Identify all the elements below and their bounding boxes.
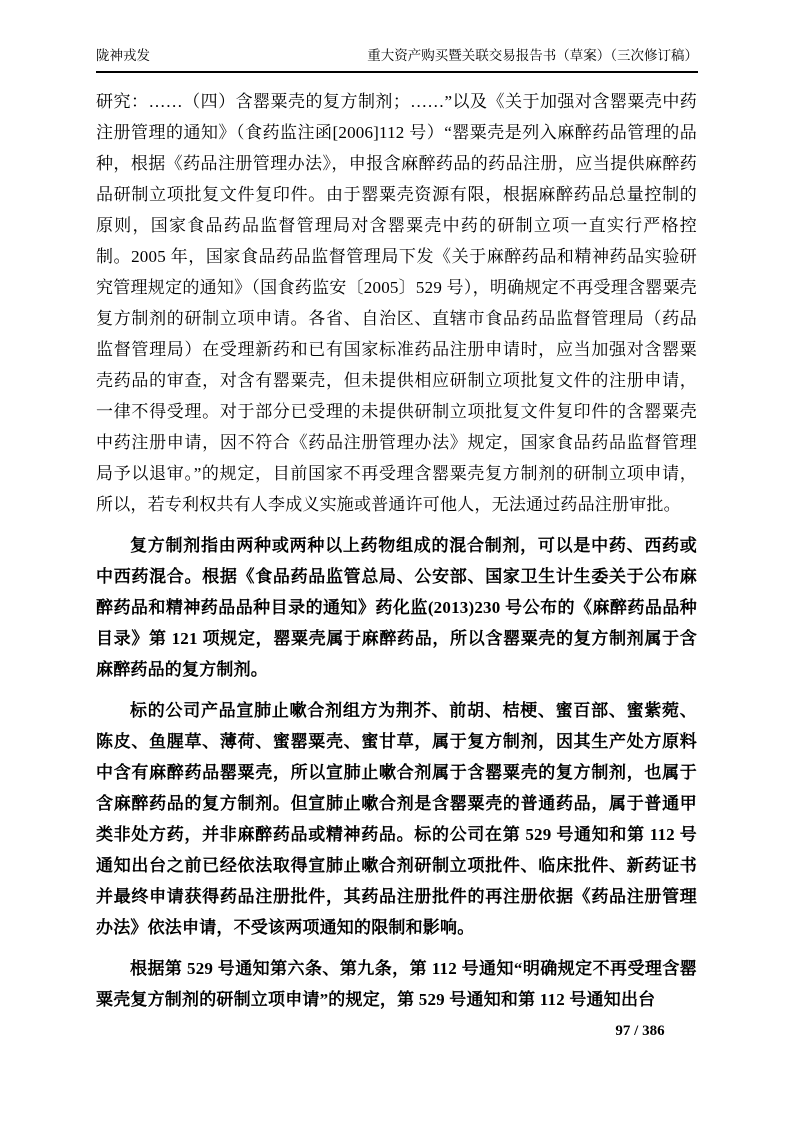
page-footer bbox=[598, 1020, 682, 1042]
page-header bbox=[96, 46, 698, 73]
paragraph-compound-preparation-definition: 复方制剂指由两种或两种以上药物组成的混合制剂，可以是中药、西药或中西药混合。根据《食品药品监管总局、公安部、国家卫生计生委关于公布麻醉药品和精神药品品种目录的通知》药化监(2013)230 号公布的《麻醉药品品种目录》第 121 项规定，罂粟壳属于麻醉药品，所以含罂粟壳的复方制剂属于含麻醉药品的复方制剂。 bbox=[96, 536, 697, 679]
paragraph-regulatory-continuation: 研究：……（四）含罂粟壳的复方制剂；……”以及《关于加强对含罂粟壳中药注册管理的通知》（食药监注函[2006]112 号）“罂粟壳是列入麻醉药品管理的品种，根据《药品注册管理办法》，申报含麻醉药品的药品注册，应当提供麻醉药品研制立项批复文件复印件。由于罂粟壳资源有限，根据麻醉药品总量控制的原则，国家食品药品监督管理局对含罂粟壳中药的研制立项一直实行严格控制。2005 年，国家食品药品监督管理局下发《关于麻醉药品和精神药品实验研究管理规定的通知》（国食药监安〔2005〕529 号），明确规定不再受理含罂粟壳复方制剂的研制立项申请。各省、自治区、直辖市食品药品监督管理局（药品监督管理局）在受理新药和已有国家标准药品注册申请时，应当加强对含罂粟壳药品的审查，对含有罂粟壳，但未提供相应研制立项批复文件的注册申请，一律不得受理。对于部分已受理的未提供研制立项批复文件复印件的含罂粟壳中药注册申请，因不符合《药品注册管理办法》规定，国家食品药品监督管理局予以退审。”的规定，目前国家不再受理含罂粟壳复方制剂的研制立项申请，所以，若专利权共有人李成义实施或普通许可他人，无法通过药品注册审批。 bbox=[96, 92, 697, 514]
paragraph-target-company-product: 标的公司产品宣肺止嗽合剂组方为荆芥、前胡、桔梗、蜜百部、蜜紫菀、陈皮、鱼腥草、薄荷、蜜罂粟壳、蜜甘草，属于复方制剂，因其生产处方原料中含有麻醉药品罂粟壳，所以宣肺止嗽合剂属于含罂粟壳的复方制剂，也属于含麻醉药品的复方制剂。但宣肺止嗽合剂是含罂粟壳的普通药品，属于普通甲类非处方药，并非麻醉药品或精神药品。标的公司在第 529 号通知和第 112 号通知出台之前已经依法取得宣肺止嗽合剂研制立项批件、临床批件、新药证书并最终申请获得药品注册批件，其药品注册批件的再注册依据《药品注册管理办法》依法申请，不受该两项通知的限制和影响。 bbox=[96, 701, 697, 937]
header-document-title: 重大资产购买暨关联交易报告书（草案）（三次修订稿） bbox=[367, 48, 698, 63]
header-company-name: 陇神戎发 bbox=[96, 48, 150, 63]
document-body bbox=[96, 86, 697, 1015]
paragraph-notice-529-112: 根据第 529 号通知第六条、第九条，第 112 号通知“明确规定不再受理含罂粟壳复方制剂的研制立项申请”的规定，第 529 号通知和第 112 号通知出台 bbox=[96, 959, 697, 1009]
page-number: 97 / 386 bbox=[615, 1023, 665, 1039]
